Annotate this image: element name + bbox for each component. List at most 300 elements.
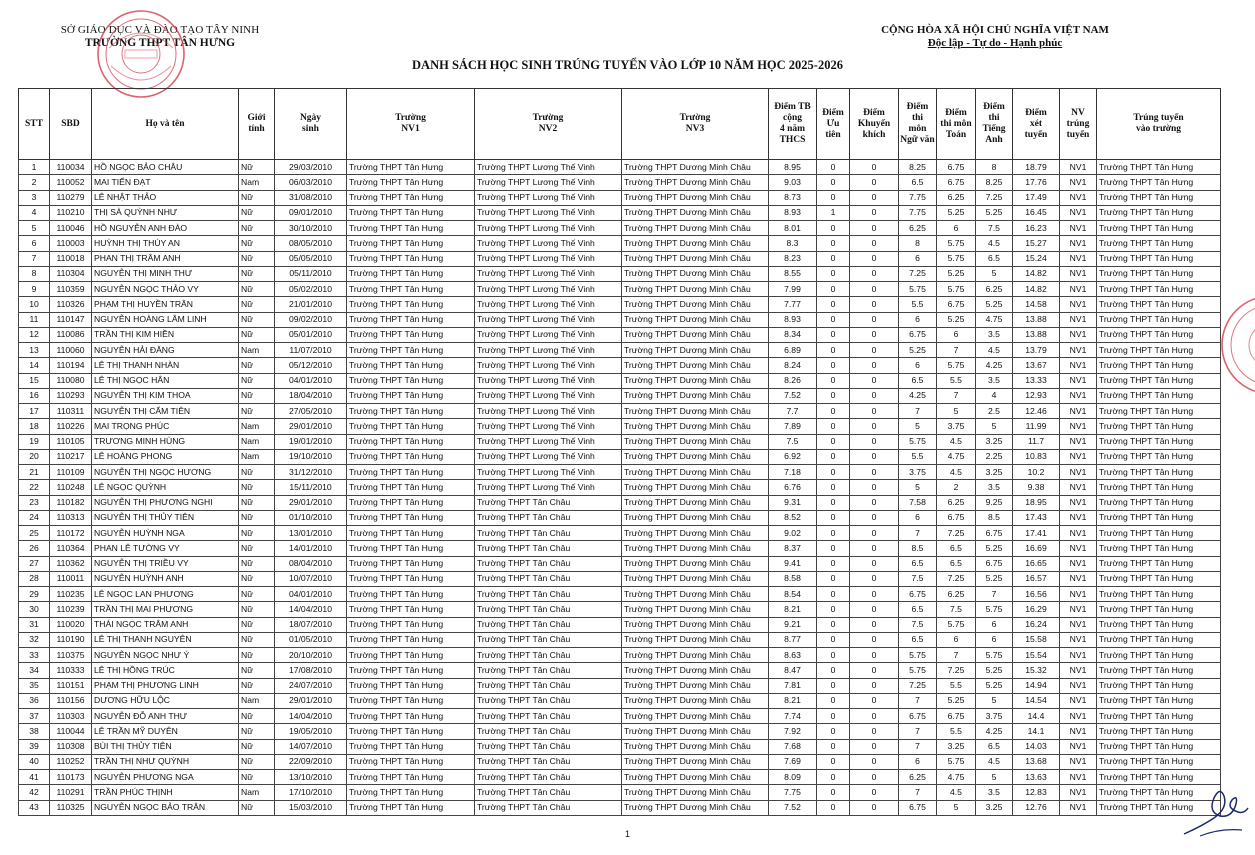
table-cell: LÊ HOÀNG PHONG (92, 449, 239, 464)
table-cell: Trường THPT Lương Thế Vinh (475, 343, 622, 358)
column-header (622, 89, 769, 160)
table-cell: NGUYỄN THỊ CẨM TIÊN (92, 404, 239, 419)
table-cell: 7.89 (769, 419, 817, 434)
table-cell: 8.93 (769, 205, 817, 220)
table-cell: 7 (899, 724, 937, 739)
table-cell: 9.21 (769, 617, 817, 632)
table-cell: Trường THPT Dương Minh Châu (622, 541, 769, 556)
table-cell: Trường THPT Tân Hưng (347, 541, 475, 556)
table-cell: 5.5 (937, 724, 976, 739)
table-cell: 7.58 (899, 495, 937, 510)
table-cell: 5.75 (899, 434, 937, 449)
table-cell: Nữ (239, 190, 275, 205)
table-cell: Trường THPT Dương Minh Châu (622, 526, 769, 541)
table-cell: 7 (19, 251, 50, 266)
table-cell: 0 (850, 312, 899, 327)
table-cell: 7 (937, 648, 976, 663)
table-cell: 08/04/2010 (275, 556, 347, 571)
table-cell: 7.81 (769, 678, 817, 693)
table-cell: 16.65 (1013, 556, 1060, 571)
column-header-line: STT (25, 118, 43, 129)
table-cell: Trường THPT Lương Thế Vinh (475, 266, 622, 281)
national-motto-block (840, 24, 1150, 49)
table-cell: 6.75 (899, 709, 937, 724)
table-cell: 5.25 (976, 678, 1013, 693)
document-title: DANH SÁCH HỌC SINH TRÚNG TUYỂN VÀO LỚP 10 NĂM HỌC 2025-2026 (412, 58, 843, 72)
table-cell: Trường THPT Lương Thế Vinh (475, 205, 622, 220)
table-cell: NV1 (1060, 266, 1097, 281)
table-cell: 8.5 (976, 510, 1013, 525)
table-cell: NV1 (1060, 358, 1097, 373)
table-cell: 110308 (50, 739, 92, 754)
table-cell: Trường THPT Tân Hưng (1097, 266, 1221, 281)
table-cell: 6 (899, 312, 937, 327)
table-cell: 7 (937, 343, 976, 358)
table-cell: Trường THPT Dương Minh Châu (622, 739, 769, 754)
table-cell: NV1 (1060, 571, 1097, 586)
table-cell: NGUYỄN THỊ TRIỀU VY (92, 556, 239, 571)
table-cell: 05/01/2010 (275, 327, 347, 342)
table-cell: 110173 (50, 770, 92, 785)
table-cell: NV1 (1060, 465, 1097, 480)
table-cell: LÊ THỊ NGỌC HÂN (92, 373, 239, 388)
table-cell: 6.75 (899, 327, 937, 342)
table-row (19, 495, 1221, 510)
column-header (19, 89, 50, 160)
table-cell: 6.25 (976, 282, 1013, 297)
table-cell: TRƯƠNG MINH HÙNG (92, 434, 239, 449)
table-cell: 7.5 (899, 571, 937, 586)
table-cell: Trường THPT Tân Hưng (347, 373, 475, 388)
table-cell: 8 (976, 160, 1013, 175)
table-cell: 0 (817, 404, 850, 419)
table-cell: 0 (850, 404, 899, 419)
table-cell: 13.67 (1013, 358, 1060, 373)
table-cell: 0 (850, 266, 899, 281)
table-cell: 0 (850, 327, 899, 342)
table-cell: Trường THPT Dương Minh Châu (622, 266, 769, 281)
table-cell: Trường THPT Tân Hưng (347, 556, 475, 571)
table-cell: 05/12/2010 (275, 358, 347, 373)
table-cell: Nữ (239, 404, 275, 419)
column-header-line: tiên (825, 129, 841, 140)
table-cell: 7.25 (937, 663, 976, 678)
column-header-line: NV (1071, 107, 1085, 118)
table-cell: Trường THPT Tân Hưng (347, 190, 475, 205)
table-cell: 9.38 (1013, 480, 1060, 495)
table-cell: Nữ (239, 312, 275, 327)
table-cell: 16.24 (1013, 617, 1060, 632)
table-body (19, 160, 1221, 816)
table-cell: 19/05/2010 (275, 724, 347, 739)
table-cell: Trường THPT Tân Hưng (347, 282, 475, 297)
table-cell: 14/07/2010 (275, 739, 347, 754)
table-row (19, 724, 1221, 739)
table-cell: 4.75 (976, 312, 1013, 327)
table-row (19, 221, 1221, 236)
table-cell: 15.32 (1013, 663, 1060, 678)
table-cell: 4.5 (937, 434, 976, 449)
table-row (19, 526, 1221, 541)
table-cell: PHẠM THỊ PHƯƠNG LINH (92, 678, 239, 693)
table-cell: 110311 (50, 404, 92, 419)
table-cell: Trường THPT Tân Hưng (1097, 587, 1221, 602)
table-cell: Trường THPT Tân Hưng (347, 419, 475, 434)
table-cell: 3.75 (937, 419, 976, 434)
table-cell: 26 (19, 541, 50, 556)
table-row (19, 449, 1221, 464)
table-cell: Trường THPT Tân Hưng (1097, 282, 1221, 297)
table-cell: NV1 (1060, 526, 1097, 541)
table-cell: 4.5 (937, 465, 976, 480)
table-cell: 0 (850, 434, 899, 449)
table-cell: 12.93 (1013, 388, 1060, 403)
table-cell: 6 (899, 358, 937, 373)
table-cell: Nữ (239, 465, 275, 480)
table-cell: 6 (899, 251, 937, 266)
table-cell: 0 (817, 480, 850, 495)
table-cell: 12.83 (1013, 785, 1060, 800)
table-cell: 9.31 (769, 495, 817, 510)
table-cell: 6.75 (937, 297, 976, 312)
table-cell: Nữ (239, 297, 275, 312)
column-header-line: Điểm (863, 107, 885, 118)
column-header-line: thi (911, 113, 924, 123)
table-cell: 7.25 (899, 678, 937, 693)
column-header-line: Toán (945, 129, 967, 140)
table-cell: 8.95 (769, 160, 817, 175)
table-cell: 4.25 (976, 724, 1013, 739)
table-cell: 9 (19, 282, 50, 297)
department-name: SỞ GIÁO DỤC VÀ ĐÀO TẠO TÂY NINH (60, 24, 260, 36)
table-cell: Trường THPT Dương Minh Châu (622, 419, 769, 434)
table-cell: NV1 (1060, 480, 1097, 495)
table-cell: 18.95 (1013, 495, 1060, 510)
table-cell: 35 (19, 678, 50, 693)
table-cell: NV1 (1060, 312, 1097, 327)
table-cell: Trường THPT Lương Thế Vinh (475, 221, 622, 236)
table-cell: Trường THPT Lương Thế Vinh (475, 404, 622, 419)
table-cell: 0 (817, 358, 850, 373)
table-cell: 20/10/2010 (275, 648, 347, 663)
table-cell: Trường THPT Tân Hưng (1097, 739, 1221, 754)
table-cell: Trường THPT Tân Hưng (347, 266, 475, 281)
table-cell: Nam (239, 434, 275, 449)
table-cell: 9.25 (976, 495, 1013, 510)
table-cell: 15.58 (1013, 632, 1060, 647)
table-cell: Trường THPT Tân Hưng (1097, 541, 1221, 556)
column-header-line: Khuyến (857, 118, 891, 129)
table-cell: 110034 (50, 160, 92, 175)
table-cell: Trường THPT Dương Minh Châu (622, 160, 769, 175)
table-cell: 110217 (50, 449, 92, 464)
table-cell: 0 (817, 449, 850, 464)
table-cell: 8.25 (899, 160, 937, 175)
table-cell: NV1 (1060, 693, 1097, 708)
table-cell: 5 (976, 266, 1013, 281)
table-row (19, 327, 1221, 342)
table-cell: Trường THPT Lương Thế Vinh (475, 434, 622, 449)
table-cell: 110151 (50, 678, 92, 693)
table-cell: 0 (850, 465, 899, 480)
table-cell: Trường THPT Tân Hưng (347, 297, 475, 312)
column-header (1060, 89, 1097, 160)
table-cell: 7 (899, 404, 937, 419)
column-header-line: Họ và tên (145, 118, 185, 129)
column-header (92, 89, 239, 160)
table-cell: 7 (899, 785, 937, 800)
table-cell: BÙI THỊ THỦY TIÊN (92, 739, 239, 754)
table-cell: Trường THPT Lương Thế Vinh (475, 175, 622, 190)
table-cell: 7.25 (899, 266, 937, 281)
table-cell: 8.5 (899, 541, 937, 556)
table-cell: Trường THPT Tân Châu (475, 785, 622, 800)
table-cell: 3.5 (976, 373, 1013, 388)
table-cell: 18.79 (1013, 160, 1060, 175)
table-cell: Trường THPT Tân Hưng (347, 404, 475, 419)
table-cell: 8.21 (769, 602, 817, 617)
table-cell: 7.52 (769, 800, 817, 815)
table-cell: 6.76 (769, 480, 817, 495)
column-header (817, 89, 850, 160)
table-cell: 110060 (50, 343, 92, 358)
column-header-line: vào trường (1136, 124, 1181, 134)
table-cell: NV1 (1060, 449, 1097, 464)
table-cell: 2.5 (976, 404, 1013, 419)
table-cell: Trường THPT Tân Hưng (347, 571, 475, 586)
table-cell: 5 (976, 419, 1013, 434)
table-cell: 16.23 (1013, 221, 1060, 236)
table-cell: Trường THPT Tân Hưng (1097, 236, 1221, 251)
table-cell: 0 (817, 373, 850, 388)
page-number: 1 (624, 829, 630, 839)
table-cell: Nữ (239, 205, 275, 220)
table-cell: Trường THPT Tân Hưng (1097, 770, 1221, 785)
table-cell: 14.4 (1013, 709, 1060, 724)
table-cell: 7.25 (976, 190, 1013, 205)
table-cell: Trường THPT Tân Hưng (1097, 663, 1221, 678)
table-cell: 7.5 (976, 221, 1013, 236)
table-cell: LÊ NGỌC QUỲNH (92, 480, 239, 495)
table-cell: 5.5 (899, 449, 937, 464)
table-cell: Nữ (239, 495, 275, 510)
table-cell: 18 (19, 419, 50, 434)
table-cell: THÁI NGỌC TRÂM ANH (92, 617, 239, 632)
table-cell: 0 (850, 617, 899, 632)
table-cell: Trường THPT Dương Minh Châu (622, 510, 769, 525)
table-row (19, 693, 1221, 708)
table-cell: 0 (850, 251, 899, 266)
table-cell: NGUYỄN NGỌC THẢO VY (92, 282, 239, 297)
table-cell: Nữ (239, 571, 275, 586)
table-cell: 7.5 (899, 617, 937, 632)
table-cell: 9.03 (769, 175, 817, 190)
table-cell: 08/05/2010 (275, 236, 347, 251)
table-cell: Trường THPT Tân Hưng (347, 465, 475, 480)
table-cell: Nữ (239, 388, 275, 403)
table-cell: 4.75 (937, 770, 976, 785)
table-cell: Trường THPT Dương Minh Châu (622, 373, 769, 388)
table-cell: Trường THPT Tân Hưng (347, 678, 475, 693)
table-cell: NV1 (1060, 190, 1097, 205)
table-cell: 0 (850, 388, 899, 403)
table-cell: 6.25 (899, 770, 937, 785)
table-cell: Trường THPT Tân Châu (475, 602, 622, 617)
table-cell: NV1 (1060, 343, 1097, 358)
table-cell: 33 (19, 648, 50, 663)
table-cell: 16 (19, 388, 50, 403)
table-cell: 5.25 (899, 343, 937, 358)
table-cell: 29/03/2010 (275, 160, 347, 175)
table-cell: 5.75 (976, 648, 1013, 663)
table-cell: 0 (850, 739, 899, 754)
table-cell: 14/04/2010 (275, 709, 347, 724)
table-cell: 0 (817, 587, 850, 602)
table-cell: 17 (19, 404, 50, 419)
table-cell: 0 (817, 160, 850, 175)
table-cell: Nữ (239, 754, 275, 769)
table-cell: Nam (239, 419, 275, 434)
table-cell: Trường THPT Tân Hưng (1097, 251, 1221, 266)
table-cell: 0 (817, 526, 850, 541)
table-row (19, 754, 1221, 769)
table-cell: NV1 (1060, 388, 1097, 403)
table-cell: PHẠM THỊ HUYỀN TRÂN (92, 297, 239, 312)
table-cell: Trường THPT Tân Hưng (1097, 785, 1221, 800)
column-header (347, 89, 475, 160)
table-cell: 7.18 (769, 465, 817, 480)
table-cell: Trường THPT Lương Thế Vinh (475, 388, 622, 403)
table-cell: 0 (850, 419, 899, 434)
table-cell: 5 (19, 221, 50, 236)
table-cell: Nữ (239, 236, 275, 251)
table-cell: Trường THPT Tân Hưng (1097, 221, 1221, 236)
table-cell: NV1 (1060, 205, 1097, 220)
table-cell: Trường THPT Tân Hưng (1097, 388, 1221, 403)
table-cell: Trường THPT Tân Châu (475, 709, 622, 724)
column-header-line: trúng (1066, 118, 1090, 129)
table-cell: 7.99 (769, 282, 817, 297)
table-cell: 0 (817, 556, 850, 571)
column-header-line: môn (908, 124, 927, 134)
table-cell: Trường THPT Dương Minh Châu (622, 480, 769, 495)
table-cell: 4 (19, 205, 50, 220)
table-cell: 0 (817, 266, 850, 281)
table-cell: 20 (19, 449, 50, 464)
table-cell: 16.45 (1013, 205, 1060, 220)
column-header-line: cộng (783, 113, 802, 123)
table-cell: Nữ (239, 739, 275, 754)
table-cell: 110226 (50, 419, 92, 434)
table-cell: 5.25 (976, 205, 1013, 220)
table-cell: Nữ (239, 663, 275, 678)
table-cell: 0 (850, 571, 899, 586)
table-cell: 7.5 (769, 434, 817, 449)
table-cell: Nữ (239, 160, 275, 175)
table-cell: Trường THPT Tân Hưng (347, 480, 475, 495)
table-cell: 110359 (50, 282, 92, 297)
table-cell: 28 (19, 571, 50, 586)
table-cell: DƯƠNG HỮU LỘC (92, 693, 239, 708)
table-cell: 110326 (50, 297, 92, 312)
table-cell: 0 (850, 495, 899, 510)
table-cell: HỒ NGUYỄN ANH ĐÀO (92, 221, 239, 236)
table-cell: 29/01/2010 (275, 693, 347, 708)
table-cell: Nữ (239, 648, 275, 663)
table-cell: 3 (19, 190, 50, 205)
table-cell: NGUYỄN NGỌC NHƯ Ý (92, 648, 239, 663)
table-cell: Trường THPT Tân Châu (475, 632, 622, 647)
table-cell: 5 (976, 770, 1013, 785)
table-cell: 16.57 (1013, 571, 1060, 586)
table-cell: LÊ THỊ THANH NHÀN (92, 358, 239, 373)
table-row (19, 465, 1221, 480)
table-cell: Trường THPT Lương Thế Vinh (475, 251, 622, 266)
table-cell: 0 (817, 343, 850, 358)
table-cell: 7.92 (769, 724, 817, 739)
table-cell: Trường THPT Dương Minh Châu (622, 312, 769, 327)
column-header (769, 89, 817, 160)
table-cell: 5.75 (937, 358, 976, 373)
table-cell: 0 (850, 770, 899, 785)
table-cell: 14.03 (1013, 739, 1060, 754)
table-cell: Nữ (239, 602, 275, 617)
table-cell: 3.25 (937, 739, 976, 754)
table-cell: 23 (19, 495, 50, 510)
table-cell: 0 (817, 632, 850, 647)
table-cell: 3.25 (976, 465, 1013, 480)
table-cell: Trường THPT Tân Hưng (1097, 358, 1221, 373)
table-cell: 6 (899, 510, 937, 525)
column-header (239, 89, 275, 160)
table-cell: Trường THPT Dương Minh Châu (622, 221, 769, 236)
table-cell: 6.5 (899, 602, 937, 617)
table-cell: 7.77 (769, 297, 817, 312)
table-cell: 0 (850, 663, 899, 678)
table-cell: Trường THPT Tân Hưng (1097, 709, 1221, 724)
table-cell: Nữ (239, 373, 275, 388)
table-cell: 5.75 (937, 282, 976, 297)
table-cell: 110252 (50, 754, 92, 769)
table-cell: Nữ (239, 266, 275, 281)
column-header-line: Điểm (906, 102, 929, 112)
table-cell: Trường THPT Dương Minh Châu (622, 648, 769, 663)
table-cell: 0 (850, 556, 899, 571)
table-cell: 6.89 (769, 343, 817, 358)
table-cell: Nữ (239, 800, 275, 815)
column-header-line: Anh (985, 135, 1003, 145)
table-cell: 7 (899, 693, 937, 708)
table-cell: Trường THPT Tân Châu (475, 541, 622, 556)
table-row (19, 175, 1221, 190)
table-cell: Nam (239, 449, 275, 464)
table-cell: 14.54 (1013, 693, 1060, 708)
table-cell: 110086 (50, 327, 92, 342)
table-cell: 25 (19, 526, 50, 541)
table-cell: 8.01 (769, 221, 817, 236)
table-cell: 0 (817, 175, 850, 190)
table-cell: 31 (19, 617, 50, 632)
table-cell: 9.41 (769, 556, 817, 571)
table-cell: 0 (817, 663, 850, 678)
table-cell: 5.25 (976, 663, 1013, 678)
table-cell: 05/02/2010 (275, 282, 347, 297)
table-cell: Trường THPT Lương Thế Vinh (475, 297, 622, 312)
table-cell: Nữ (239, 617, 275, 632)
table-cell: 0 (817, 434, 850, 449)
table-cell: PHAN THỊ TRÂM ANH (92, 251, 239, 266)
table-cell: Trường THPT Tân Châu (475, 663, 622, 678)
